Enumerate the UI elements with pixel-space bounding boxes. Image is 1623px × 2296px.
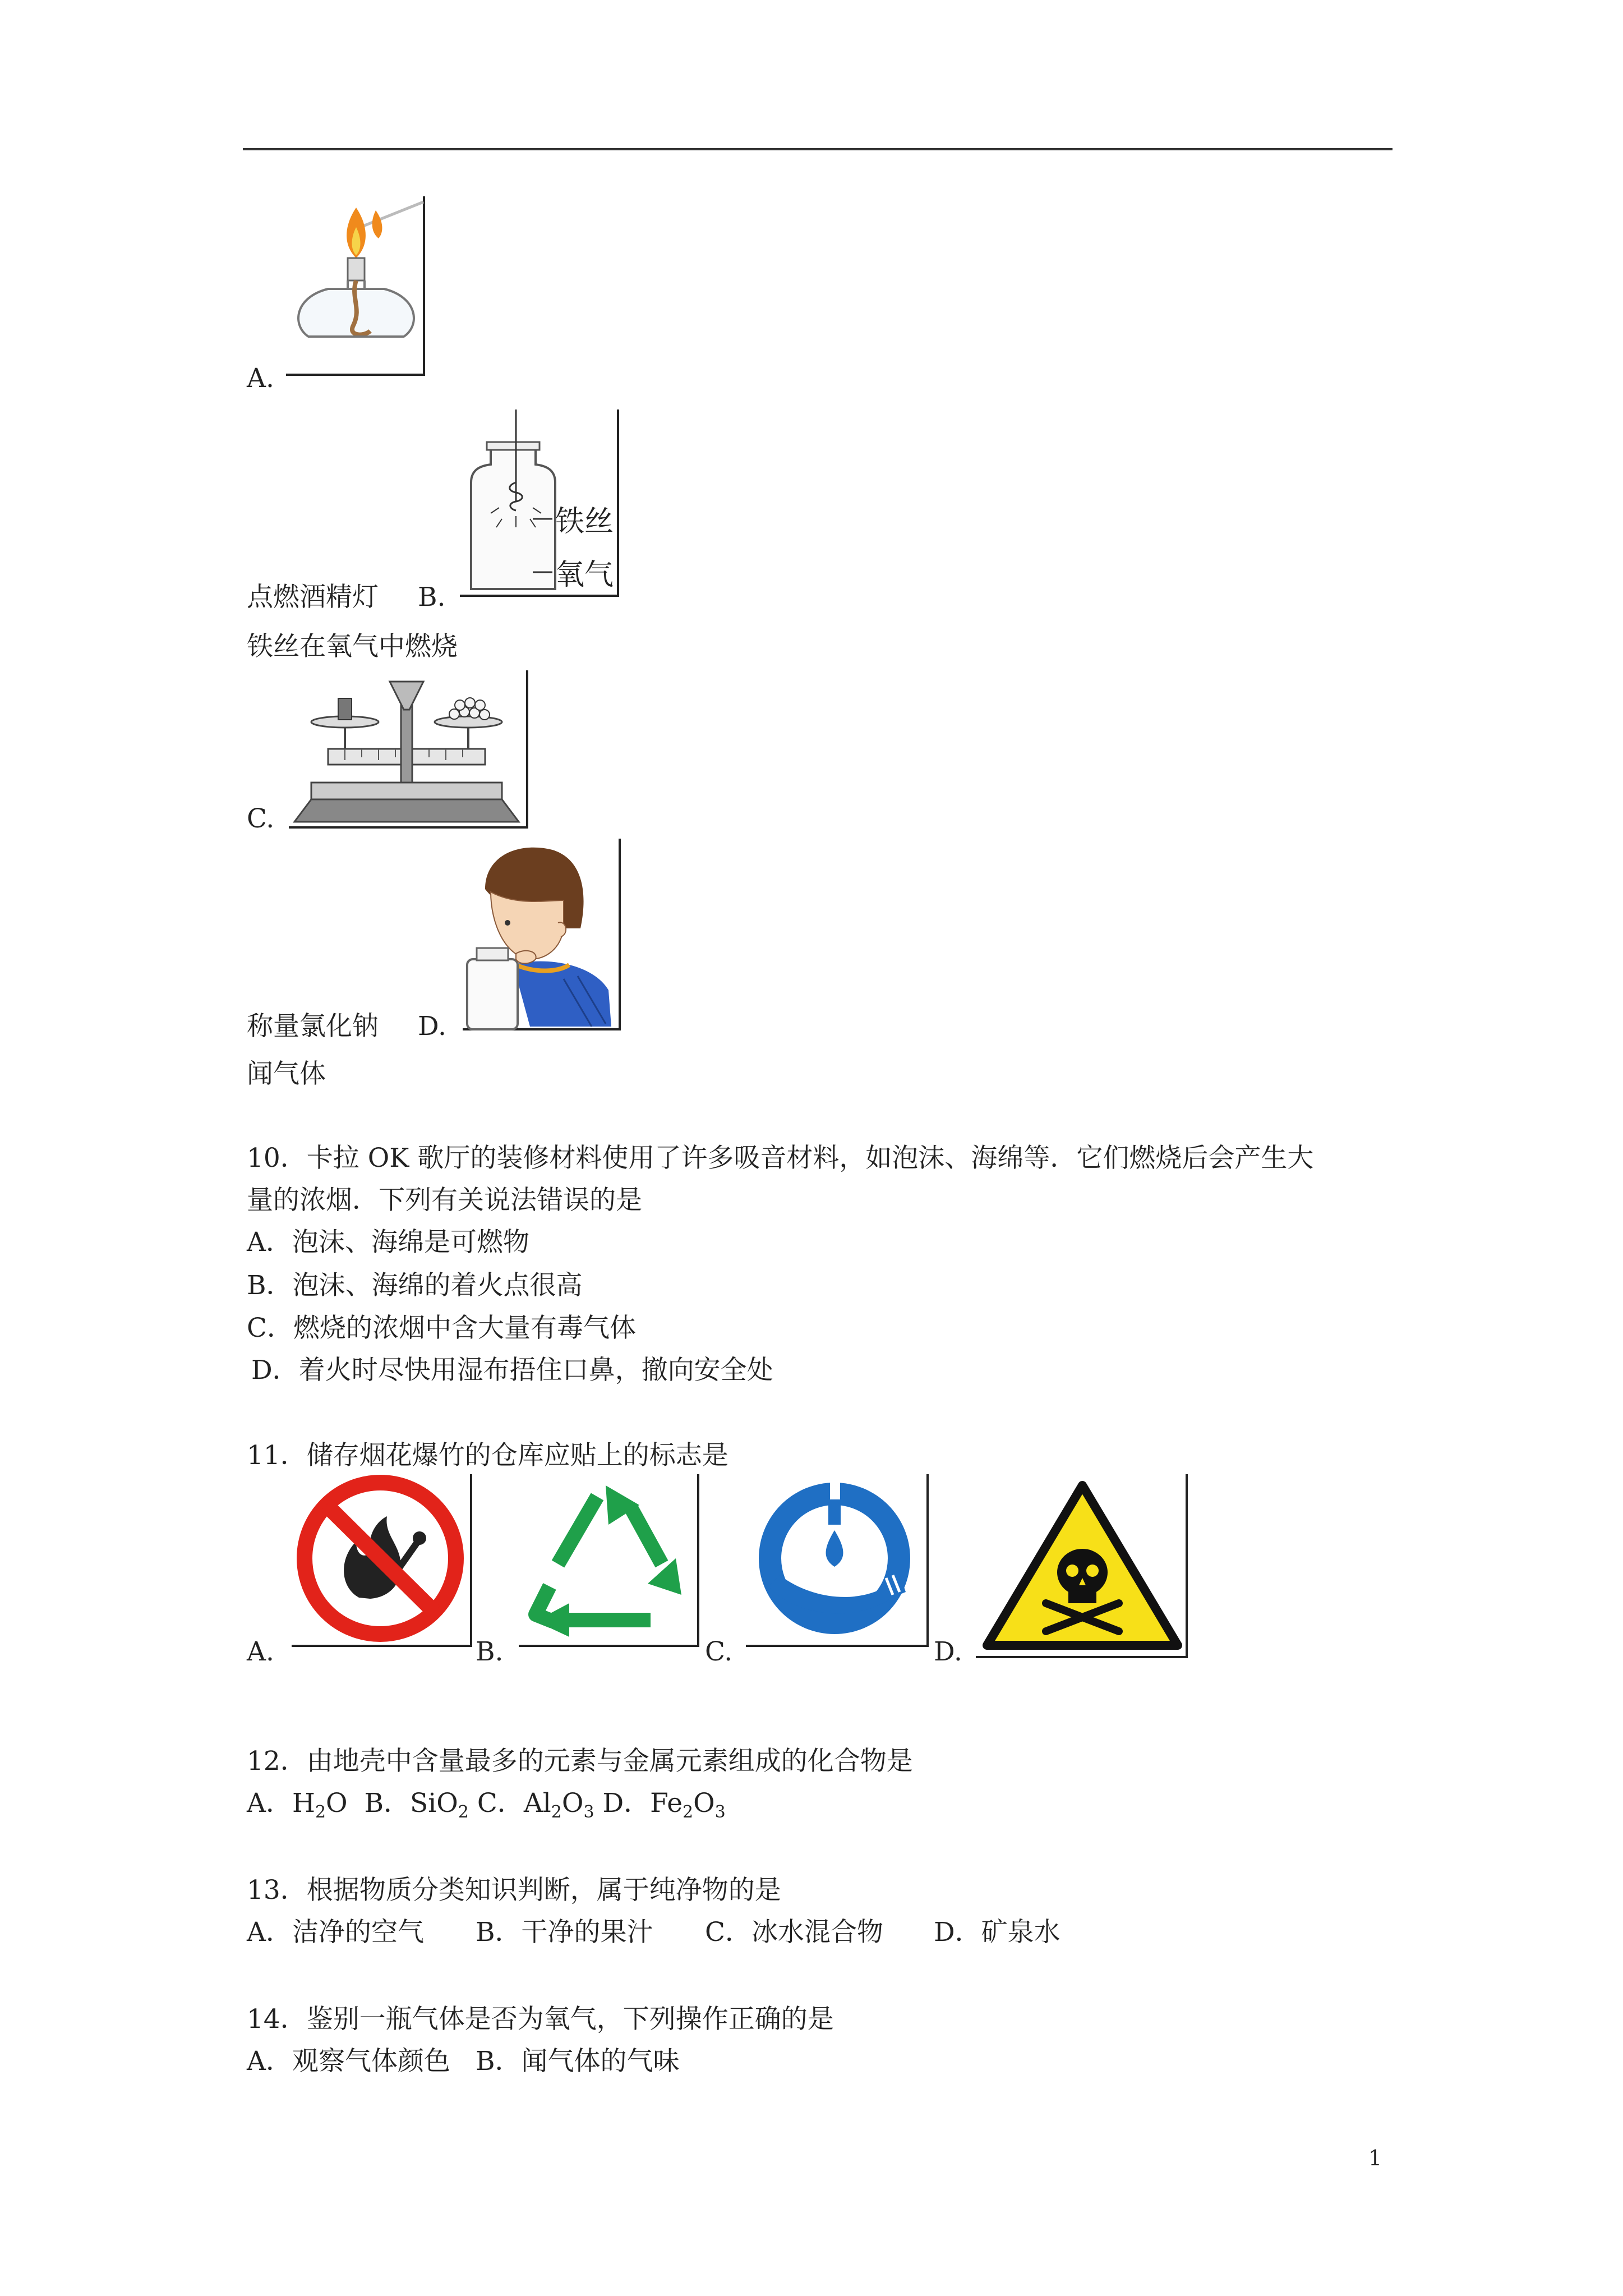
- option-b-letter: B.: [418, 582, 446, 613]
- q13-option-d: D．矿泉水: [934, 1917, 1061, 1948]
- option-b-caption: 铁丝在氧气中燃烧: [247, 631, 458, 662]
- smelling-gas-figure: [463, 839, 623, 1032]
- figure-b-label-wire: 铁丝: [555, 505, 614, 539]
- q12-stem: 12．由地壳中含量最多的元素与金属元素组成的化合物是: [247, 1746, 913, 1777]
- q13-option-b: B．干净的果汁: [476, 1917, 653, 1948]
- balance-icon: [289, 670, 530, 830]
- q14-stem: 14．鉴别一瓶气体是否为氧气，下列操作正确的是: [247, 2004, 834, 2035]
- option-a-letter: A.: [247, 363, 274, 394]
- option-c-caption: 称量氯化钠: [247, 1011, 379, 1042]
- q12-option-d: D．$Fe_2O_3$: [602, 1788, 726, 1822]
- option-d-caption: 闻气体: [247, 1059, 326, 1089]
- header-rule: [243, 148, 1393, 150]
- q11-letter-c: C.: [705, 1636, 733, 1667]
- toxic-sign-icon: [976, 1474, 1189, 1659]
- q11-letter-b: B.: [476, 1636, 504, 1667]
- page-number: 1: [1368, 2146, 1382, 2170]
- option-d-letter: D.: [418, 1011, 446, 1042]
- q11-letter-a: A.: [247, 1636, 274, 1667]
- sign-a-figure: [292, 1474, 474, 1648]
- q12-option-b: B．SiO$_2$: [364, 1788, 469, 1822]
- person-smelling-icon: [463, 839, 623, 1032]
- q13-option-c: C．冰水混合物: [705, 1917, 883, 1948]
- alcohol-lamp-figure: [286, 196, 426, 376]
- option-c-letter: C.: [247, 803, 275, 834]
- q12-option-c: C．$Al_2O_3$: [477, 1788, 594, 1822]
- q14-option-b: B．闻气体的气味: [476, 2046, 680, 2077]
- balance-figure: [289, 670, 530, 830]
- q10-option-b: B．泡沫、海绵的着火点很高: [247, 1270, 583, 1301]
- q12-options: [247, 1787, 726, 1820]
- option-a-caption: 点燃酒精灯: [247, 582, 379, 613]
- q11-stem: 11．储存烟花爆竹的仓库应贴上的标志是: [247, 1440, 728, 1471]
- q10-option-a: A．泡沫、海绵是可燃物: [247, 1227, 529, 1258]
- no-fire-sign-icon: [292, 1474, 474, 1648]
- q13-stem: 13．根据物质分类知识判断，属于纯净物的是: [247, 1875, 781, 1906]
- sign-c-figure: [746, 1474, 931, 1648]
- q12-option-a: A．$H_2O$: [247, 1788, 348, 1822]
- q10-option-c: C．燃烧的浓烟中含大量有毒气体: [247, 1313, 636, 1343]
- figure-b-label-oxygen: 氧气: [555, 558, 614, 592]
- q11-letter-d: D.: [934, 1636, 962, 1667]
- sign-d-figure: [976, 1474, 1189, 1659]
- q10-option-d: D．着火时尽快用湿布捂住口鼻，撤向安全处: [251, 1355, 773, 1386]
- q10-stem-line1: 10．卡拉 OK 歌厅的装修材料使用了许多吸音材料，如泡沫、海绵等．它们燃烧后会产生大: [247, 1143, 1314, 1174]
- water-saving-sign-icon: [746, 1474, 931, 1648]
- sign-b-figure: [519, 1474, 701, 1648]
- recycle-sign-icon: [519, 1474, 701, 1648]
- q13-option-a: A．洁净的空气: [247, 1917, 424, 1948]
- alcohol-lamp-icon: [286, 196, 426, 376]
- q14-option-a: A．观察气体颜色: [247, 2046, 450, 2077]
- q10-stem-line2: 量的浓烟．下列有关说法错误的是: [247, 1185, 642, 1216]
